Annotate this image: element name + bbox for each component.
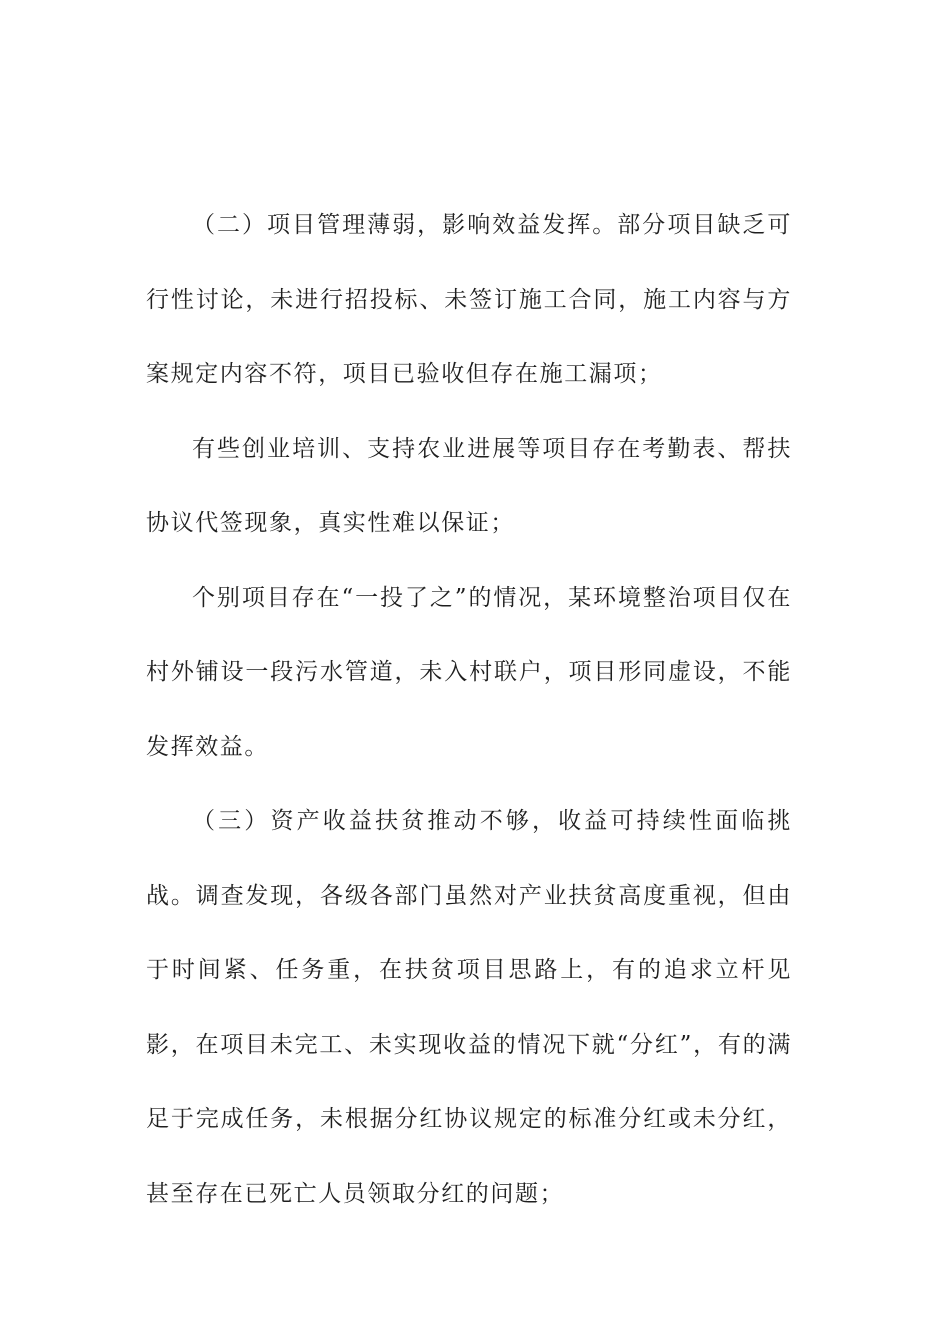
document-body — [146, 188, 792, 1231]
paragraph-asset-income: （三）资产收益扶贫推动不够，收益可持续性面临挑战。调查发现，各级各部门虽然对产业扶贫高度重视，但由于时间紧、任务重，在扶贫项目思路上，有的追求立杆见影，在项目未完工、未实现收益的情况下就“分红”，有的满足于完成任务，未根据分红协议规定的标准分红或未分红，甚至存在已死亡人员领取分红的问题； — [146, 808, 792, 1207]
paragraph-training-attendance: 有些创业培训、支持农业进展等项目存在考勤表、帮扶协议代签现象，真实性难以保证； — [146, 435, 792, 536]
paragraph-project-management: （二）项目管理薄弱，影响效益发挥。部分项目缺乏可行性讨论，未进行招投标、未签订施工合同，施工内容与方案规定内容不符，项目已验收但存在施工漏项； — [146, 212, 792, 387]
paragraph-one-time-investment: 个别项目存在“一投了之”的情况，某环境整治项目仅在村外铺设一段污水管道，未入村联户，项目形同虚设，不能发挥效益。 — [146, 584, 792, 760]
